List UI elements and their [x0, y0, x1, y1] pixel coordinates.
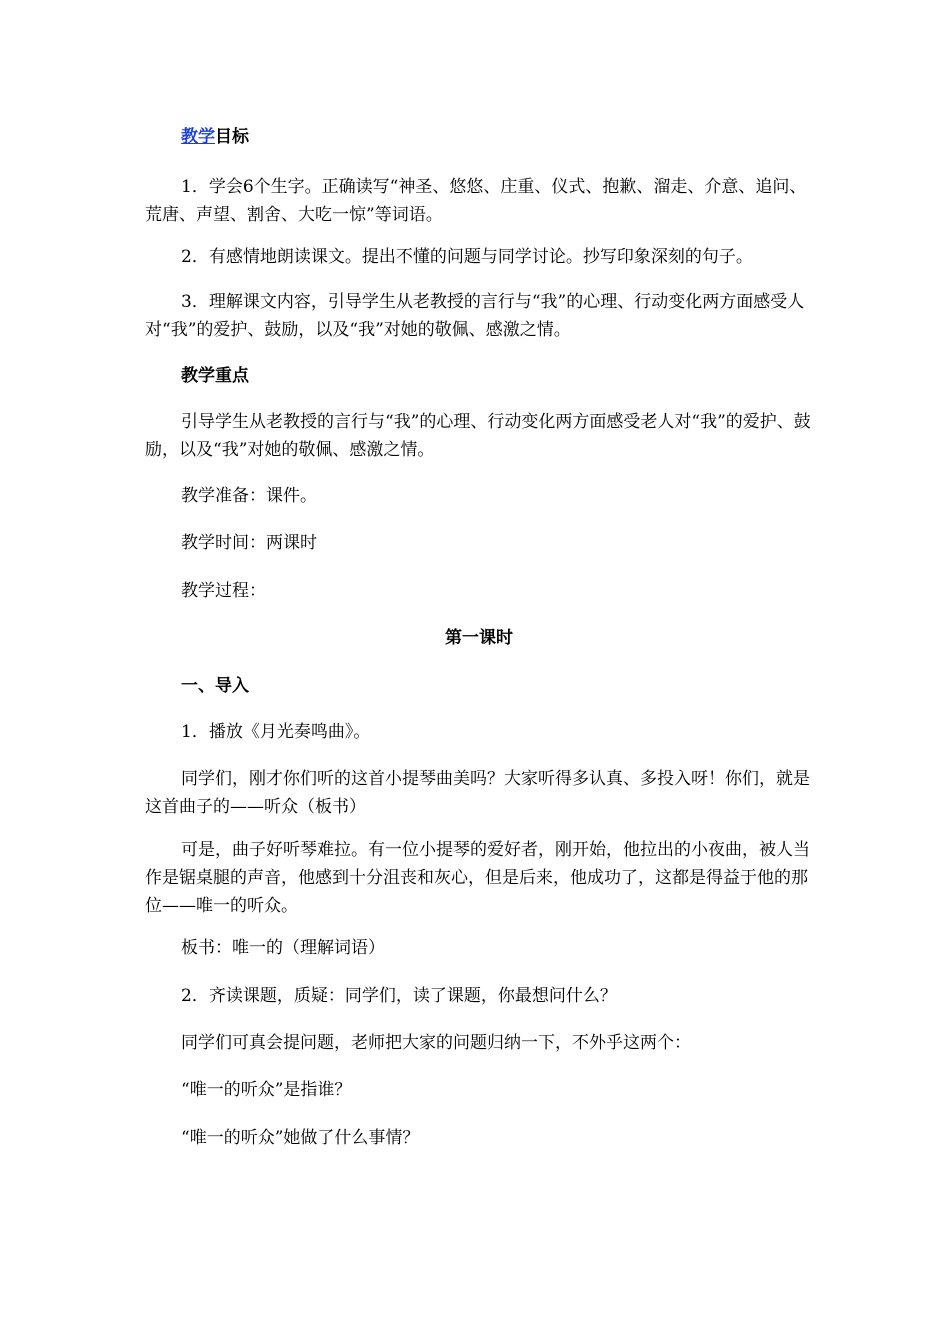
objectives-heading [145, 123, 813, 151]
teaching-link[interactable]: 教学 [181, 127, 215, 147]
objective-1: 1．学会6个生字。正确读写“神圣、悠悠、庄重、仪式、抱歉、溜走、介意、追问、荒唐、声望、割舍、大吃一惊”等词语。 [145, 177, 807, 225]
objective-2: 2．有感情地朗读课文。提出不懂的问题与同学讨论。抄写印象深刻的句子。 [181, 247, 753, 267]
intro-paragraph: 同学们可真会提问题，老师把大家的问题归纳一下，不外乎这两个： [181, 1033, 691, 1053]
objectives-heading-rest: 目标 [215, 127, 249, 147]
objective-3: 3．理解课文内容，引导学生从老教授的言行与“我”的心理、行动变化两方面感受人对“我”的爱护、鼓励，以及“我”对她的敬佩、感激之情。 [145, 292, 805, 340]
intro-paragraph: 板书：唯一的（理解词语） [181, 938, 385, 958]
intro-paragraph: 同学们，刚才你们听的这首小提琴曲美吗？大家听得多认真、多投入呀！你们，就是这首曲子的——听众（板书） [145, 769, 810, 817]
intro-paragraph: 1．播放《月光奏鸣曲》。 [181, 722, 371, 742]
intro-paragraph: “唯一的听众”是指谁？ [181, 1080, 352, 1100]
intro-paragraph: “唯一的听众”她做了什么事情？ [181, 1128, 420, 1148]
intro-paragraph: 可是，曲子好听琴难拉。有一位小提琴的爱好者，刚开始，他拉出的小夜曲，被人当作是锯桌腿的声音，他感到十分沮丧和灰心，但是后来，他成功了，这都是得益于他的那位——唯一的听众。 [145, 840, 810, 916]
key-points-text: 引导学生从老教授的言行与“我”的心理、行动变化两方面感受老人对“我”的爱护、鼓励，以及“我”对她的敬佩、感激之情。 [145, 412, 811, 460]
process-text: 教学过程： [181, 581, 266, 601]
time-text: 教学时间：两课时 [181, 533, 317, 553]
key-points-heading: 教学重点 [181, 366, 249, 386]
section-intro-heading: 一、导入 [181, 676, 249, 696]
lesson-title: 第一课时 [445, 628, 513, 648]
preparation-text: 教学准备：课件。 [181, 486, 317, 506]
intro-paragraph: 2．齐读课题，质疑：同学们，读了课题，你最想问什么？ [181, 986, 617, 1006]
